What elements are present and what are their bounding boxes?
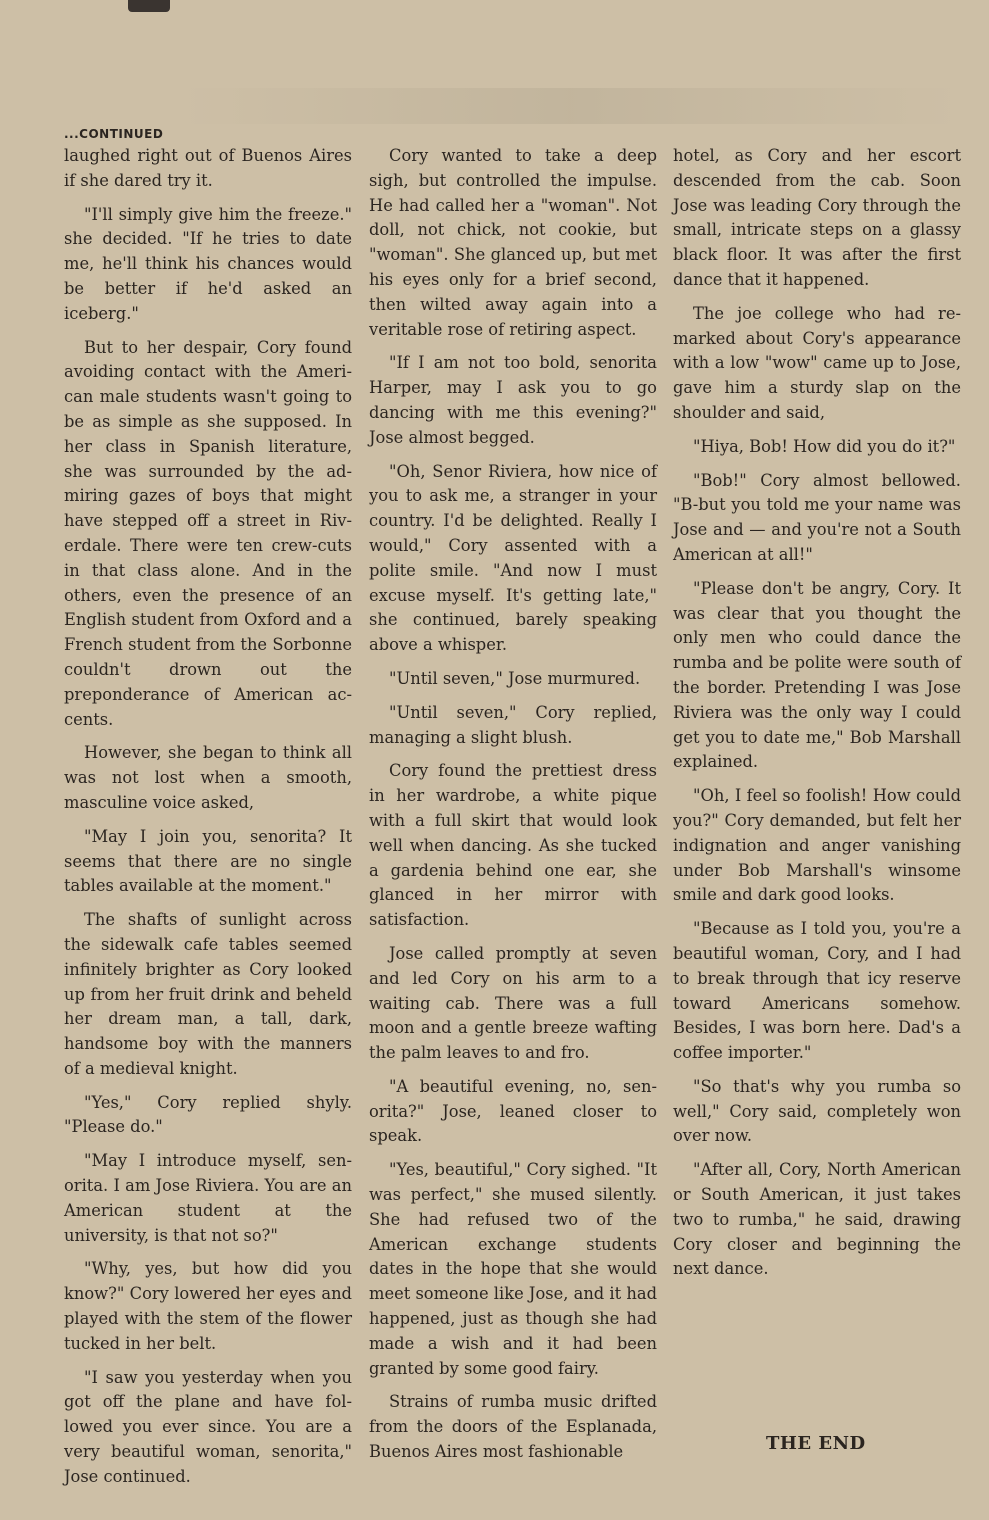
paragraph: Jose called promptly at seven and led Cory on his arm to a waiting cab. There was a full moon and a gentle breeze wafting the palm leaves to and fro. — [369, 943, 657, 1063]
paragraph: "Oh, Senor Riviera, how nice of you to ask me, a stranger in your country. I'd be delighted. Really I would," Cory assented with a polite smile. "And now I must excuse myself. It's getting late," she continued, barely speaking above a whisper. — [369, 461, 657, 655]
paragraph: hotel, as Cory and her escort descended from the cab. Soon Jose was leading Cory through the small, intricate steps on a glassy black floor. It was after the first dance that it happened. — [673, 146, 961, 289]
paragraph: "Because as I told you, you're a beautiful woman, Cory, and I had to break through that icy reserve toward Americans somehow. Besides, I was born here. Dad's a coffee importer." — [673, 919, 961, 1063]
continued-label: ...CONTINUED — [64, 127, 164, 141]
paragraph: "Why, yes, but how did you know?" Cory lowered her eyes and played with the stem of the flower tucked in her belt. — [64, 1259, 352, 1353]
text-column-2 — [369, 144, 657, 1474]
paragraph: "May I join you, senorita? It seems that there are no single tables available at the moment." — [64, 826, 352, 896]
paragraph: "After all, Cory, North American or South American, it just takes two to rumba," he said, drawing Cory closer and beginning the next dance. — [673, 1160, 961, 1279]
paragraph: "Until seven," Cory replied, managing a slight blush. — [369, 702, 657, 747]
paragraph: "Hiya, Bob! How did you do it?" — [693, 436, 956, 456]
paragraph: "I saw you yesterday when you got off the plane and have followed you ever since. You are a very beautiful woman, senorita," Jose continued. — [64, 1367, 352, 1486]
paragraph: Cory wanted to take a deep sigh, but controlled the impulse. He had called her a "woman". Not doll, not chick, not cookie, but "woman". She glanced up, but met his eyes only for a brief second, then wilted away again into a veritable rose of retiring aspect. — [369, 146, 657, 339]
paragraph: "Please don't be angry, Cory. It was clear that you thought the only men who could dance the rumba and be polite were south of the border. Pretending I was Jose Riviera was the only way I could get you to date me," Bob Marshall explained. — [673, 578, 961, 772]
text-column-1 — [64, 144, 352, 1499]
paragraph: The joe college who had remarked about Cory's appearance with a low "wow" came up to Jose, gave him a sturdy slap on the shoulder and said, — [673, 303, 961, 422]
paragraph: "Oh, I feel so foolish! How could you?" Cory demanded, but felt her indignation and anger vanishing under Bob Marshall's winsome smile and dark good looks. — [673, 786, 961, 905]
paragraph: "If I am not too bold, senorita Harper, may I ask you to go dancing with me this evening?" Jose almost begged. — [369, 353, 657, 447]
bleed-through-shadow — [180, 88, 960, 124]
paragraph: "Yes," Cory replied shyly. "Please do." — [64, 1092, 352, 1137]
text-column-3 — [673, 144, 961, 1291]
paragraph: But to her despair, Cory found avoiding contact with the American male students wasn't going to be as simple as she supposed. In her class in Spanish literature, she was surrounded by the admiring gazes of boys that might have stepped off a street in Riverdale. There were ten crew-cuts in that class alone. And in the others, even the presence of an English student from Oxford and a French student from the Sorbonne couldn't drown out the preponderance of American accents. — [64, 337, 352, 729]
paragraph: "May I introduce myself, senorita. I am Jose Riviera. You are an American student at the university, is that not so?" — [64, 1151, 352, 1245]
paragraph: "So that's why you rumba so well," Cory said, completely won over now. — [673, 1076, 961, 1146]
the-end-label: THE END — [766, 1433, 866, 1454]
paragraph: "Yes, beautiful," Cory sighed. "It was perfect," she mused silently. She had refused two of the American exchange students dates in the hope that she would meet someone like Jose, and it had happened, just as though she had made a wish and it had been granted by some good fairy. — [369, 1160, 657, 1378]
page-edge-tab — [128, 0, 170, 12]
paragraph: However, she began to think all was not lost when a smooth, masculine voice asked, — [64, 743, 352, 812]
paragraph: "Bob!" Cory almost bellowed. "B-but you told me your name was Jose and — and you're not a South American at all!" — [673, 470, 961, 564]
paragraph: Strains of rumba music drifted from the doors of the Esplanada, Buenos Aires most fashionable — [369, 1392, 657, 1462]
paragraph: Cory found the prettiest dress in her wardrobe, a white pique with a full skirt that would look well when dancing. As she tucked a gardenia behind one ear, she glanced in her mirror with satisfaction. — [369, 761, 657, 930]
paragraph: The shafts of sunlight across the sidewalk cafe tables seemed infinitely brighter as Cory looked up from her fruit drink and beheld her dream man, a tall, dark, handsome boy with the manners of a medieval knight. — [64, 910, 352, 1078]
paragraph: laughed right out of Buenos Aires if she dared try it. — [64, 146, 352, 190]
paragraph: "Until seven," Jose murmured. — [389, 668, 641, 688]
paragraph: "I'll simply give him the freeze." she decided. "If he tries to date me, he'll think his chances would be better if he'd asked an iceberg." — [64, 204, 352, 323]
paragraph: "A beautiful evening, no, senorita?" Jose, leaned closer to speak. — [369, 1076, 657, 1146]
